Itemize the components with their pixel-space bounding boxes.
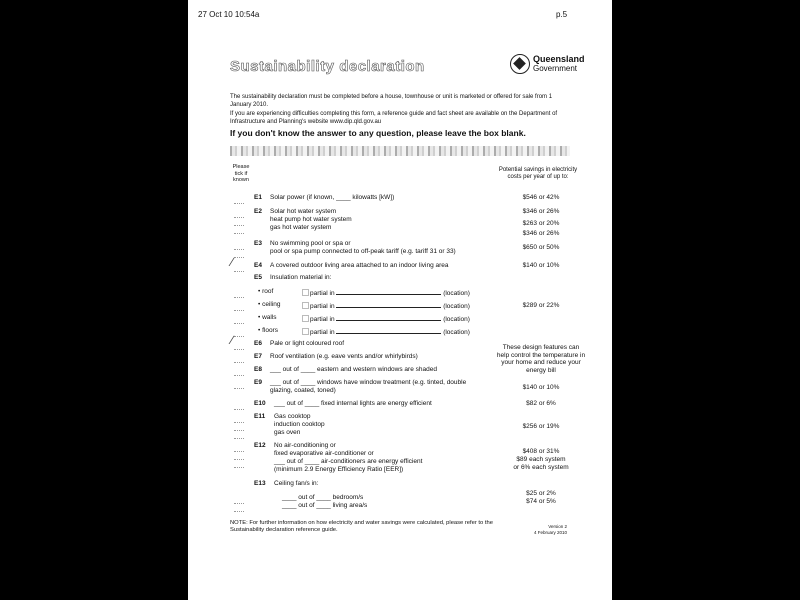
item-saving: $140 or 10% [522, 384, 560, 391]
item-text: fixed evaporative air-conditioner or [274, 450, 374, 457]
version-label: Version 2 [548, 524, 568, 529]
item-saving: $263 or 20% [522, 220, 560, 227]
item-code: E9 [254, 379, 262, 386]
tick-box-e4[interactable] [234, 262, 244, 272]
partial-label: partial in [310, 290, 335, 297]
tick-box-e5-walls[interactable] [234, 314, 244, 324]
scan-artifact-stripe [230, 146, 570, 156]
insulation-ceiling [258, 301, 470, 310]
item-text: gas hot water system [270, 224, 332, 231]
tick-box-e3b[interactable] [234, 248, 244, 258]
partial-checkbox[interactable] [302, 328, 309, 335]
fax-timestamp: 27 Oct 10 10:54a [198, 10, 260, 19]
handwritten-tick-icon: ∕ [231, 255, 234, 269]
location-label: (location) [443, 303, 470, 310]
version-info [534, 524, 567, 535]
item-code: E13 [254, 480, 266, 487]
bullet-label: • roof [258, 288, 274, 295]
item-saving: $346 or 26% [522, 208, 560, 215]
insulation-floors [258, 327, 470, 336]
bullet-label: • ceiling [258, 301, 281, 308]
item-text: No swimming pool or spa or [270, 240, 351, 247]
item-text: ___ out of ____ eastern and western windows are shaded [270, 366, 437, 373]
document-title: Sustainability declaration [230, 58, 425, 75]
item-code: E10 [254, 400, 266, 407]
item-text: ___ out of ____ windows have window treatment (e.g. tinted, double [270, 379, 467, 386]
tick-box-e11c[interactable] [234, 429, 244, 439]
item-code: E4 [254, 262, 262, 269]
item-saving: $408 or 31% [522, 448, 560, 455]
item-code: E2 [254, 208, 262, 215]
intro-paragraph-1: The sustainability declaration must be completed before a house, townhouse or unit is marketed or offered for sale from 1 January 2010. [230, 94, 553, 108]
tick-box-e8[interactable] [234, 366, 244, 376]
partial-checkbox[interactable] [302, 315, 309, 322]
version-date: 4 February 2010 [534, 529, 568, 535]
item-code: E6 [254, 340, 262, 347]
item-saving: $346 or 26% [522, 230, 560, 237]
item-saving: $140 or 10% [522, 262, 560, 269]
item-saving: $89 each system [516, 456, 566, 463]
item-saving: $82 or 6% [526, 400, 556, 407]
tick-box-e10[interactable] [234, 400, 244, 410]
item-text: Solar power (if known, ____ kilowatts [kW]) [270, 194, 395, 201]
item-text: induction cooktop [274, 421, 325, 428]
item-saving: $74 or 5% [526, 498, 556, 505]
item-saving: $289 or 22% [522, 302, 560, 309]
logo-line1: Queensland [533, 54, 585, 64]
item-code: E3 [254, 240, 262, 247]
item-text: ___ out of ____ fixed internal lights are energy efficient [274, 400, 432, 407]
tick-box-e5-ceiling[interactable] [234, 301, 244, 311]
item-text: No air-conditioning or [274, 442, 336, 449]
tick-box-e5-roof[interactable] [234, 288, 244, 298]
tick-box-e7[interactable] [234, 353, 244, 363]
item-text: Solar hot water system [270, 208, 337, 215]
item-code: E5 [254, 274, 262, 281]
location-input[interactable] [336, 327, 441, 334]
item-saving: $25 or 2% [526, 490, 556, 497]
item-text: Pale or light coloured roof [270, 340, 345, 347]
handwritten-tick-icon: ∕ [231, 333, 234, 347]
blank-instruction: If you don't know the answer to any question, please leave the box blank. [230, 128, 526, 138]
item-saving: $650 or 50% [522, 244, 560, 251]
item-code: E1 [254, 194, 262, 201]
queensland-government-logo [510, 54, 585, 74]
insulation-roof [258, 288, 470, 297]
item-text: Ceiling fan/s in: [274, 480, 319, 487]
tick-box-e2c[interactable] [234, 224, 244, 234]
location-input[interactable] [336, 301, 441, 308]
fax-page-number: p.5 [556, 10, 568, 19]
item-text: ___ out of ____ air-conditioners are energy efficient [274, 458, 423, 465]
item-saving: or 6% each system [513, 464, 569, 471]
partial-checkbox[interactable] [302, 289, 309, 296]
item-text: gas oven [274, 429, 301, 436]
location-input[interactable] [336, 288, 441, 295]
item-text: heat pump hot water system [270, 216, 352, 223]
item-text: glazing, coated, toned) [270, 387, 336, 394]
item-text: A covered outdoor living area attached to an indoor living area [270, 262, 449, 269]
tick-box-e1[interactable] [234, 194, 244, 204]
document-page [188, 0, 612, 600]
item-text: ____ out of ____ bedroom/s [282, 494, 364, 501]
logo-line2: Government [533, 64, 578, 73]
item-text: pool or spa pump connected to off-peak tariff (e.g. tariff 31 or 33) [270, 248, 456, 255]
partial-label: partial in [310, 316, 335, 323]
savings-header: Potential savings in electricity costs per year of up to: [498, 167, 578, 180]
bullet-label: • floors [258, 327, 278, 334]
item-text: Insulation material in: [270, 274, 332, 281]
partial-label: partial in [310, 303, 335, 310]
item-code: E11 [254, 413, 266, 420]
item-saving: These design features can help control the temperature in your home and reduce your energy bill [496, 344, 586, 374]
partial-checkbox[interactable] [302, 302, 309, 309]
intro-paragraph-2: If you are experiencing difficulties completing this form, a reference guide and fact sheet are available on the Department of Infrastructure and Planning's website www.dip.qld.gov.au [230, 111, 558, 125]
item-saving: $256 or 19% [522, 423, 560, 430]
item-text: (minimum 2.9 Energy Efficiency Ratio [EER]) [274, 466, 404, 473]
location-input[interactable] [336, 314, 441, 321]
location-label: (location) [443, 290, 470, 297]
item-code: E7 [254, 353, 262, 360]
item-code: E12 [254, 442, 266, 449]
item-text: Roof ventilation (e.g. eave vents and/or whirlybirds) [270, 353, 418, 360]
item-text: ____ out of ____ living area/s [282, 502, 368, 509]
item-saving: $546 or 42% [522, 194, 560, 201]
intro-text [230, 94, 570, 128]
tick-box-e6[interactable] [234, 340, 244, 350]
item-code: E8 [254, 366, 262, 373]
tick-box-e12c[interactable] [234, 458, 244, 468]
queensland-crest-icon [510, 54, 530, 74]
item-text: Gas cooktop [274, 413, 311, 420]
footer-note: NOTE: For further information on how electricity and water savings were calculated, please refer to the Sustainability declaration reference guide. [230, 520, 493, 533]
partial-label: partial in [310, 329, 335, 336]
tick-box-e5-floors[interactable] [234, 327, 244, 337]
bullet-label: • walls [258, 314, 277, 321]
location-label: (location) [443, 316, 470, 323]
please-tick-label: Please tick if known [232, 164, 250, 183]
location-label: (location) [443, 329, 470, 336]
tick-box-e9[interactable] [234, 379, 244, 389]
tick-box-e13b[interactable] [234, 502, 244, 512]
insulation-walls [258, 314, 470, 323]
